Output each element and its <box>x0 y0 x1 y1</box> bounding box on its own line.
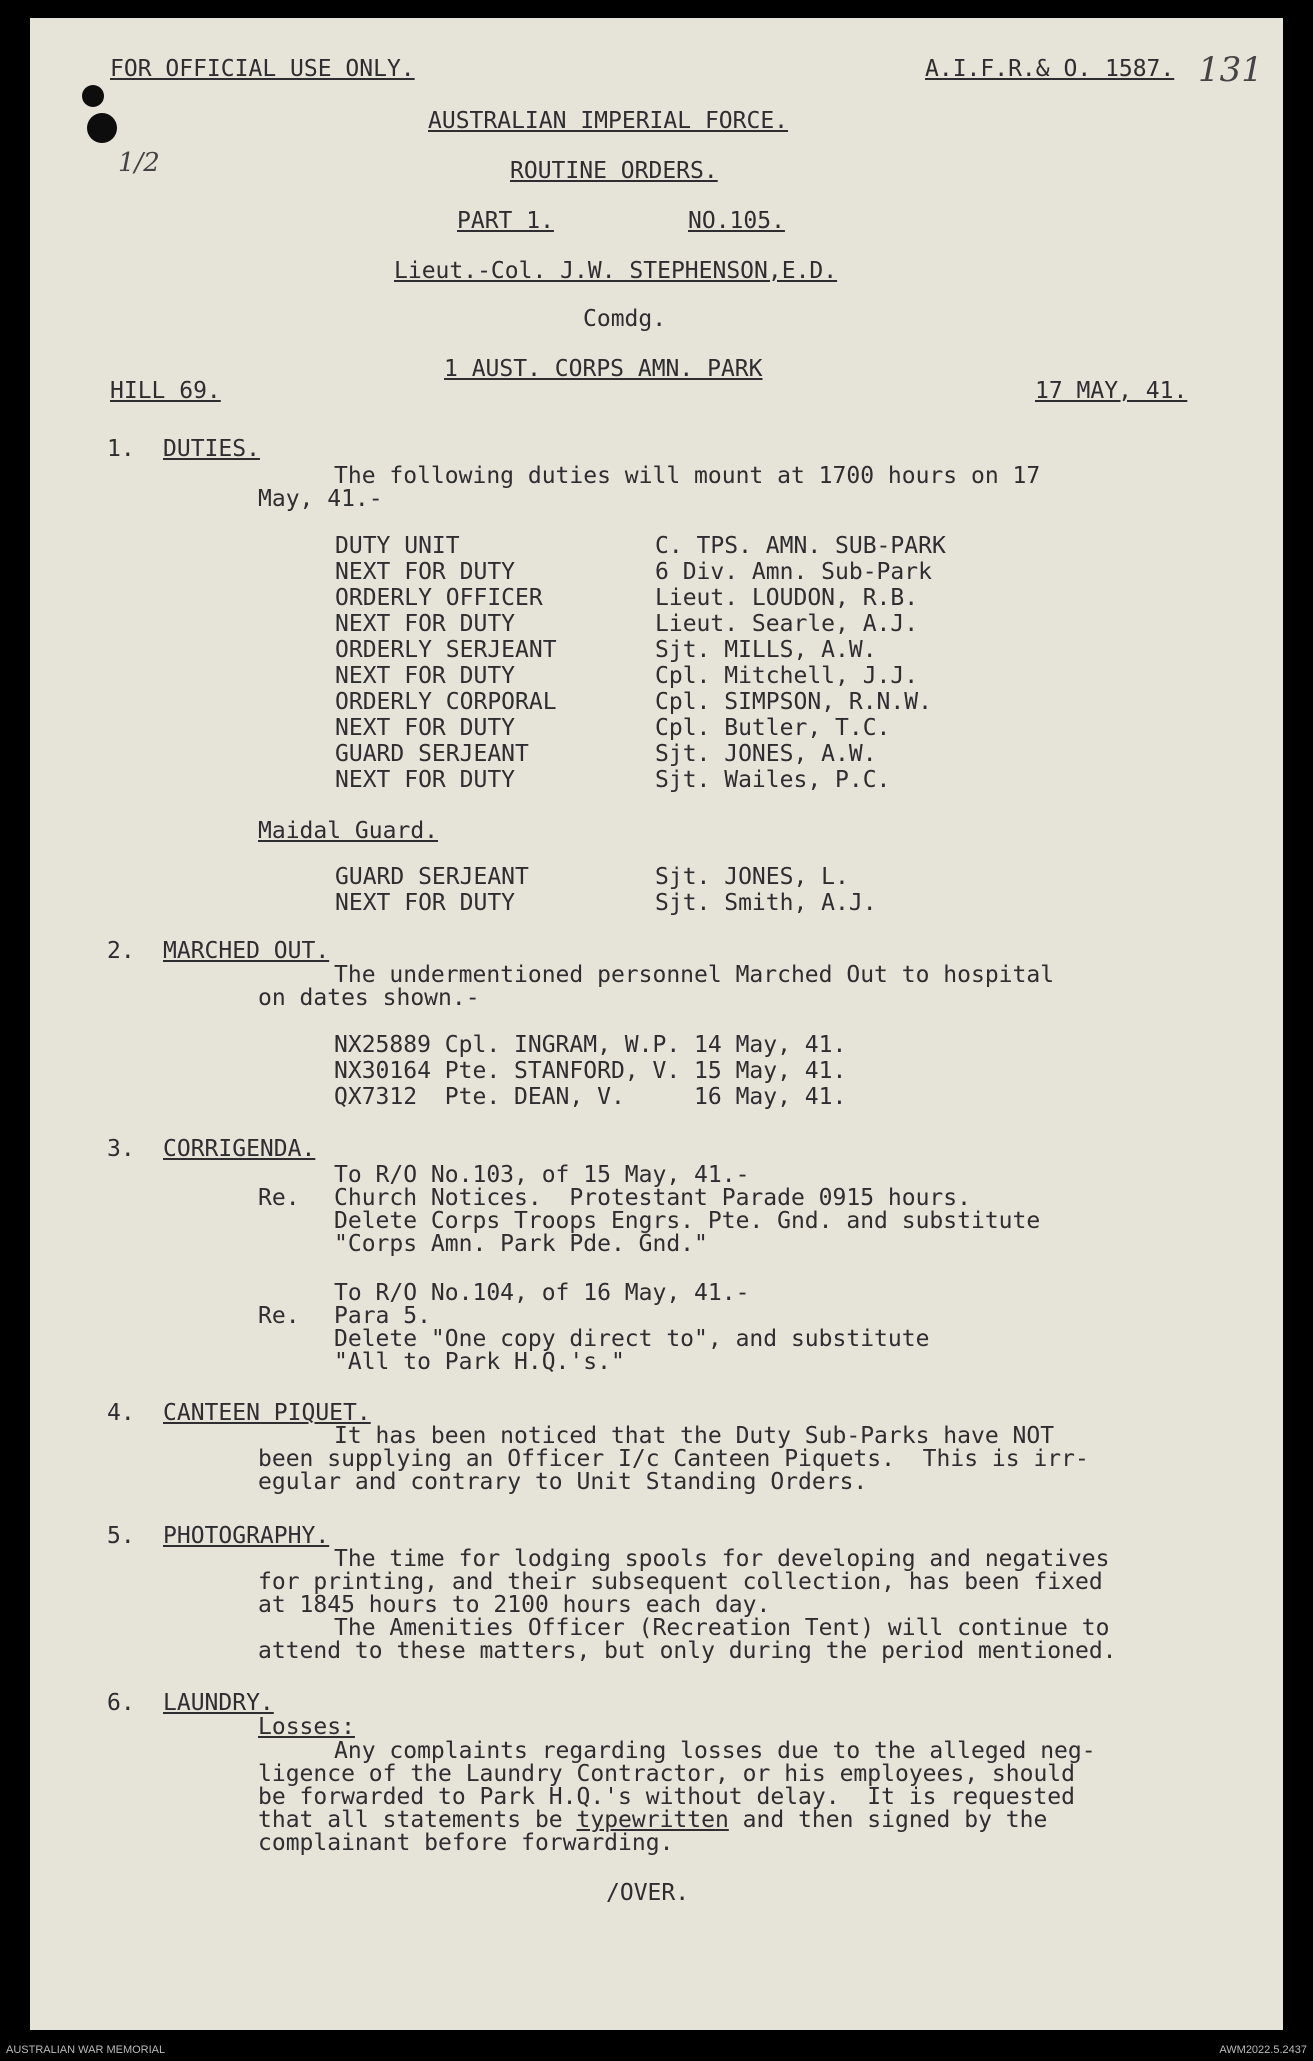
section-1-intro: The following duties will mount at 1700 hours on 17 <box>334 463 1041 489</box>
section-3-number: 3. <box>107 1136 135 1162</box>
section-5-line: at 1845 hours to 2100 hours each day. <box>258 1592 771 1618</box>
security-classification: FOR OFFICIAL USE ONLY. <box>110 56 415 82</box>
section-1-intro-cont: May, 41.- <box>258 486 383 512</box>
section-2-title: MARCHED OUT. <box>163 938 330 964</box>
location: HILL 69. <box>110 378 221 404</box>
section-5-line: for printing, and their subsequent collection, has been fixed <box>258 1569 1103 1595</box>
document-page <box>30 18 1283 2030</box>
duty-role: GUARD SERJEANT <box>335 864 529 890</box>
handwritten-folio: 131 <box>1198 50 1263 90</box>
duty-name: Cpl. SIMPSON, R.N.W. <box>655 689 932 715</box>
duty-role: ORDERLY OFFICER <box>335 585 543 611</box>
section-4-number: 4. <box>107 1400 135 1426</box>
section-2-intro-cont: on dates shown.- <box>258 985 480 1011</box>
corrigendum-a-re: Re. <box>258 1185 300 1211</box>
section-1-title: DUTIES. <box>163 436 260 462</box>
section-4-title: CANTEEN PIQUET. <box>163 1400 371 1426</box>
guard-subheading: Maidal Guard. <box>258 818 439 844</box>
corrigendum-b-line: Para 5. <box>334 1303 431 1329</box>
corrigendum-a-reference: To R/O No.103, of 15 May, 41.- <box>334 1162 750 1188</box>
orders-title: ROUTINE ORDERS. <box>510 158 718 184</box>
section-6-line-4-start: that all statements be <box>258 1807 577 1833</box>
footer-reference: AWM2022.5.2437 <box>1219 2044 1307 2056</box>
section-6-line: Any complaints regarding losses due to the alleged neg- <box>334 1738 1096 1764</box>
section-5-line: The time for lodging spools for developing and negatives <box>334 1546 1110 1572</box>
duty-role: DUTY UNIT <box>335 533 460 559</box>
marched-out-row: NX25889 Cpl. INGRAM, W.P. 14 May, 41. <box>334 1032 847 1058</box>
duty-name: Sjt. JONES, L. <box>655 864 849 890</box>
footer-credit: AUSTRALIAN WAR MEMORIAL <box>6 2044 166 2056</box>
duty-name: Cpl. Mitchell, J.J. <box>655 663 919 689</box>
section-5-title: PHOTOGRAPHY. <box>163 1523 330 1549</box>
marched-out-row: QX7312 Pte. DEAN, V. 16 May, 41. <box>334 1084 847 1110</box>
duty-name: Sjt. JONES, A.W. <box>655 741 877 767</box>
corrigendum-a-line: Church Notices. Protestant Parade 0915 hours. <box>334 1185 971 1211</box>
laundry-subheading: Losses: <box>258 1714 355 1740</box>
order-number: NO.105. <box>688 208 785 234</box>
punch-hole <box>82 85 104 107</box>
section-6-line: complainant before forwarding. <box>258 1830 674 1856</box>
duty-role: NEXT FOR DUTY <box>335 611 516 637</box>
section-2-intro: The undermentioned personnel Marched Out to hospital <box>334 962 1055 988</box>
duty-role: NEXT FOR DUTY <box>335 890 516 916</box>
commander-name: Lieut.-Col. J.W. STEPHENSON,E.D. <box>394 258 838 284</box>
duty-role: ORDERLY SERJEANT <box>335 637 557 663</box>
section-5-number: 5. <box>107 1523 135 1549</box>
commanding-label: Comdg. <box>583 306 667 332</box>
duty-name: 6 Div. Amn. Sub-Park <box>655 559 932 585</box>
part-number: PART 1. <box>457 208 554 234</box>
duty-role: ORDERLY CORPORAL <box>335 689 557 715</box>
section-6-number: 6. <box>107 1690 135 1716</box>
duty-name: C. TPS. AMN. SUB-PARK <box>655 533 946 559</box>
section-4-line: egular and contrary to Unit Standing Orders. <box>258 1469 868 1495</box>
corrigendum-a-line: "Corps Amn. Park Pde. Gnd." <box>334 1231 708 1257</box>
section-6-line: ligence of the Laundry Contractor, or his employees, should <box>258 1761 1075 1787</box>
section-5-line: The Amenities Officer (Recreation Tent) will continue to <box>334 1615 1110 1641</box>
duty-name: Sjt. MILLS, A.W. <box>655 637 877 663</box>
duty-role: NEXT FOR DUTY <box>335 663 516 689</box>
typewritten-emphasis: typewritten <box>576 1807 729 1833</box>
section-6-line: be forwarded to Park H.Q.'s without delay. It is requested <box>258 1784 1075 1810</box>
duty-name: Lieut. Searle, A.J. <box>655 611 919 637</box>
duty-name: Sjt. Smith, A.J. <box>655 890 877 916</box>
section-4-line: been supplying an Officer I/c Canteen Piquets. This is irr- <box>258 1446 1089 1472</box>
section-6-title: LAUNDRY. <box>163 1690 274 1716</box>
over-marker: /OVER. <box>606 1880 690 1906</box>
duty-name: Lieut. LOUDON, R.B. <box>655 585 919 611</box>
force-heading: AUSTRALIAN IMPERIAL FORCE. <box>428 108 789 134</box>
order-date: 17 MAY, 41. <box>1035 378 1188 404</box>
section-6-line-4-end: and then signed by the <box>728 1807 1048 1833</box>
duty-role: NEXT FOR DUTY <box>335 715 516 741</box>
section-3-title: CORRIGENDA. <box>163 1136 316 1162</box>
punch-hole <box>87 113 117 143</box>
corrigendum-a-line: Delete Corps Troops Engrs. Pte. Gnd. and substitute <box>334 1208 1041 1234</box>
corrigendum-b-line: Delete "One copy direct to", and substitute <box>334 1326 930 1352</box>
corrigendum-b-line: "All to Park H.Q.'s." <box>334 1349 625 1375</box>
section-5-line: attend to these matters, but only during the period mentioned. <box>258 1638 1117 1664</box>
unit-name: 1 AUST. CORPS AMN. PARK <box>444 356 763 382</box>
duty-role: GUARD SERJEANT <box>335 741 529 767</box>
marched-out-row: NX30164 Pte. STANFORD, V. 15 May, 41. <box>334 1058 847 1084</box>
section-4-line: It has been noticed that the Duty Sub-Parks have NOT <box>334 1423 1055 1449</box>
section-2-number: 2. <box>107 938 135 964</box>
duty-role: NEXT FOR DUTY <box>335 559 516 585</box>
duty-name: Cpl. Butler, T.C. <box>655 715 891 741</box>
duty-role: NEXT FOR DUTY <box>335 767 516 793</box>
section-1-number: 1. <box>107 436 135 462</box>
duty-name: Sjt. Wailes, P.C. <box>655 767 891 793</box>
corrigendum-b-reference: To R/O No.104, of 16 May, 41.- <box>334 1280 750 1306</box>
corrigendum-b-re: Re. <box>258 1303 300 1329</box>
handwritten-mark: 1/2 <box>118 148 160 178</box>
form-reference: A.I.F.R.& O. 1587. <box>925 56 1175 82</box>
